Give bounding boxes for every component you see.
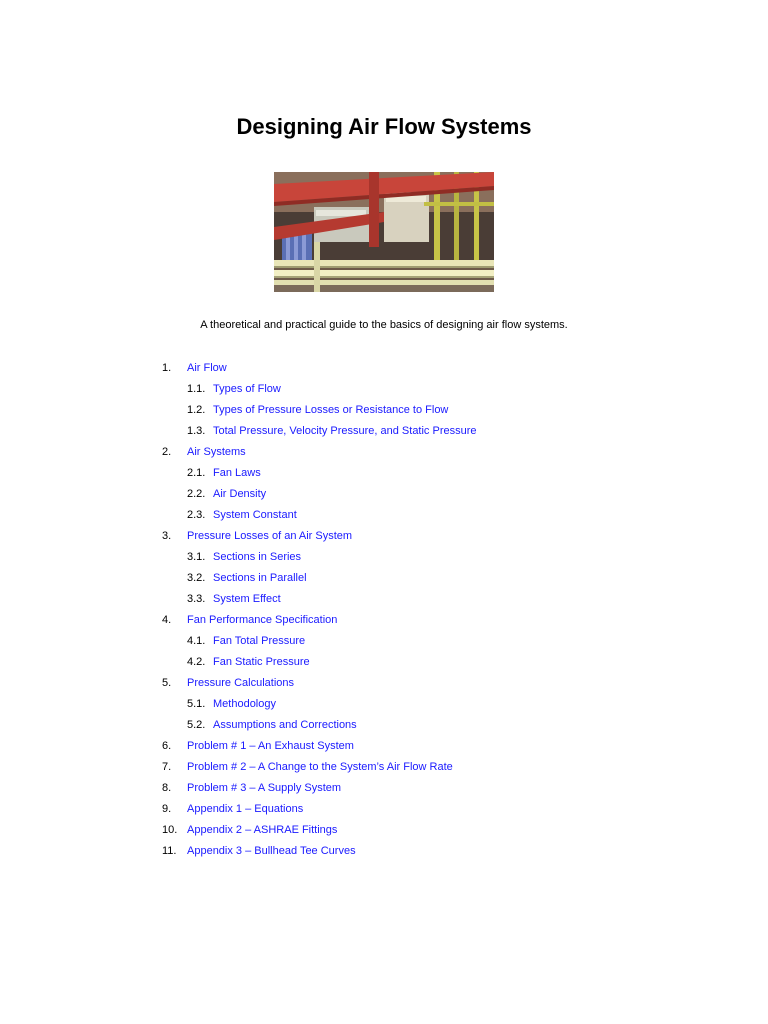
toc-item-number: 5.1. xyxy=(187,698,206,710)
toc-item xyxy=(0,780,768,796)
toc-item-link[interactable]: Problem # 2 – A Change to the System’s Air Flow Rate xyxy=(187,761,453,773)
toc-item xyxy=(0,423,768,439)
duct-pipework-photo-icon xyxy=(274,172,494,292)
toc-item-link[interactable]: Air Systems xyxy=(187,446,246,458)
toc-item-link[interactable]: Sections in Series xyxy=(213,551,302,563)
toc-item-number: 4.2. xyxy=(187,656,206,668)
toc-item-link[interactable]: Fan Static Pressure xyxy=(213,656,310,668)
toc-item-link[interactable]: Appendix 3 – Bullhead Tee Curves xyxy=(187,845,356,857)
toc-item xyxy=(0,528,768,544)
toc-item xyxy=(0,759,768,775)
toc-item-number: 4. xyxy=(162,614,172,626)
toc-item-link[interactable]: Assumptions and Corrections xyxy=(213,719,357,731)
toc-item-link[interactable]: Total Pressure, Velocity Pressure, and Static Pressure xyxy=(213,425,477,437)
toc-item-link[interactable]: System Effect xyxy=(213,593,281,605)
toc-item xyxy=(0,822,768,838)
toc-item xyxy=(0,696,768,712)
toc-item xyxy=(0,612,768,628)
toc-item-link[interactable]: Pressure Calculations xyxy=(187,677,294,689)
toc-item-link[interactable]: Types of Pressure Losses or Resistance to Flow xyxy=(213,404,449,416)
toc-item-link[interactable]: Pressure Losses of an Air System xyxy=(187,530,353,542)
toc-item-number: 3.1. xyxy=(187,551,206,563)
toc-item xyxy=(0,381,768,397)
toc-item-number: 10. xyxy=(162,824,178,836)
toc-item xyxy=(0,486,768,502)
toc-item-link[interactable]: Sections in Parallel xyxy=(213,572,307,584)
toc-item-link[interactable]: Air Density xyxy=(213,488,267,500)
toc-item-link[interactable]: Air Flow xyxy=(187,362,227,374)
toc-item-number: 7. xyxy=(162,761,172,773)
toc-item xyxy=(0,444,768,460)
page-title: Designing Air Flow Systems xyxy=(236,114,532,139)
toc-item-number: 8. xyxy=(162,782,172,794)
toc-item-link[interactable]: Fan Performance Specification xyxy=(187,614,338,626)
toc-item-number: 1.3. xyxy=(187,425,206,437)
toc-item-number: 3.3. xyxy=(187,593,206,605)
toc-item-number: 11. xyxy=(162,845,177,857)
toc-item xyxy=(0,801,768,817)
toc-item-link[interactable]: Appendix 1 – Equations xyxy=(187,803,304,815)
toc-item xyxy=(0,843,768,859)
toc-item-number: 1.2. xyxy=(187,404,206,416)
toc-item xyxy=(0,465,768,481)
toc-item xyxy=(0,549,768,565)
toc-item-link[interactable]: Fan Laws xyxy=(213,467,261,479)
toc-item-number: 5. xyxy=(162,677,172,689)
toc-item-link[interactable]: Methodology xyxy=(213,698,276,710)
toc-item xyxy=(0,654,768,670)
toc-item-link[interactable]: Fan Total Pressure xyxy=(213,635,306,647)
toc-item-link[interactable]: Types of Flow xyxy=(213,383,281,395)
toc-item xyxy=(0,633,768,649)
toc-item-number: 9. xyxy=(162,803,172,815)
document-subtitle: A theoretical and practical guide to the basics of designing air flow systems. xyxy=(200,319,568,331)
toc-item-link[interactable]: Problem # 1 – An Exhaust System xyxy=(187,740,354,752)
toc-item xyxy=(0,717,768,733)
toc-item xyxy=(0,591,768,607)
toc-item xyxy=(0,360,768,376)
toc-item-number: 3. xyxy=(162,530,172,542)
toc-item-number: 2.3. xyxy=(187,509,206,521)
toc-item-link[interactable]: Appendix 2 – ASHRAE Fittings xyxy=(187,824,338,836)
toc-item-number: 5.2. xyxy=(187,719,206,731)
toc-item-link[interactable]: Problem # 3 – A Supply System xyxy=(187,782,342,794)
toc-item-number: 2.1. xyxy=(187,467,206,479)
toc-item xyxy=(0,675,768,691)
toc-item-number: 2.2. xyxy=(187,488,206,500)
toc-item xyxy=(0,402,768,418)
toc-item-number: 2. xyxy=(162,446,172,458)
toc-item-number: 6. xyxy=(162,740,172,752)
toc-item xyxy=(0,738,768,754)
toc-item-number: 4.1. xyxy=(187,635,206,647)
toc-item-number: 1. xyxy=(162,362,172,374)
toc-item-number: 3.2. xyxy=(187,572,206,584)
toc-item xyxy=(0,507,768,523)
toc-item xyxy=(0,570,768,586)
toc-item-link[interactable]: System Constant xyxy=(213,509,297,521)
toc-item-number: 1.1. xyxy=(187,383,206,395)
